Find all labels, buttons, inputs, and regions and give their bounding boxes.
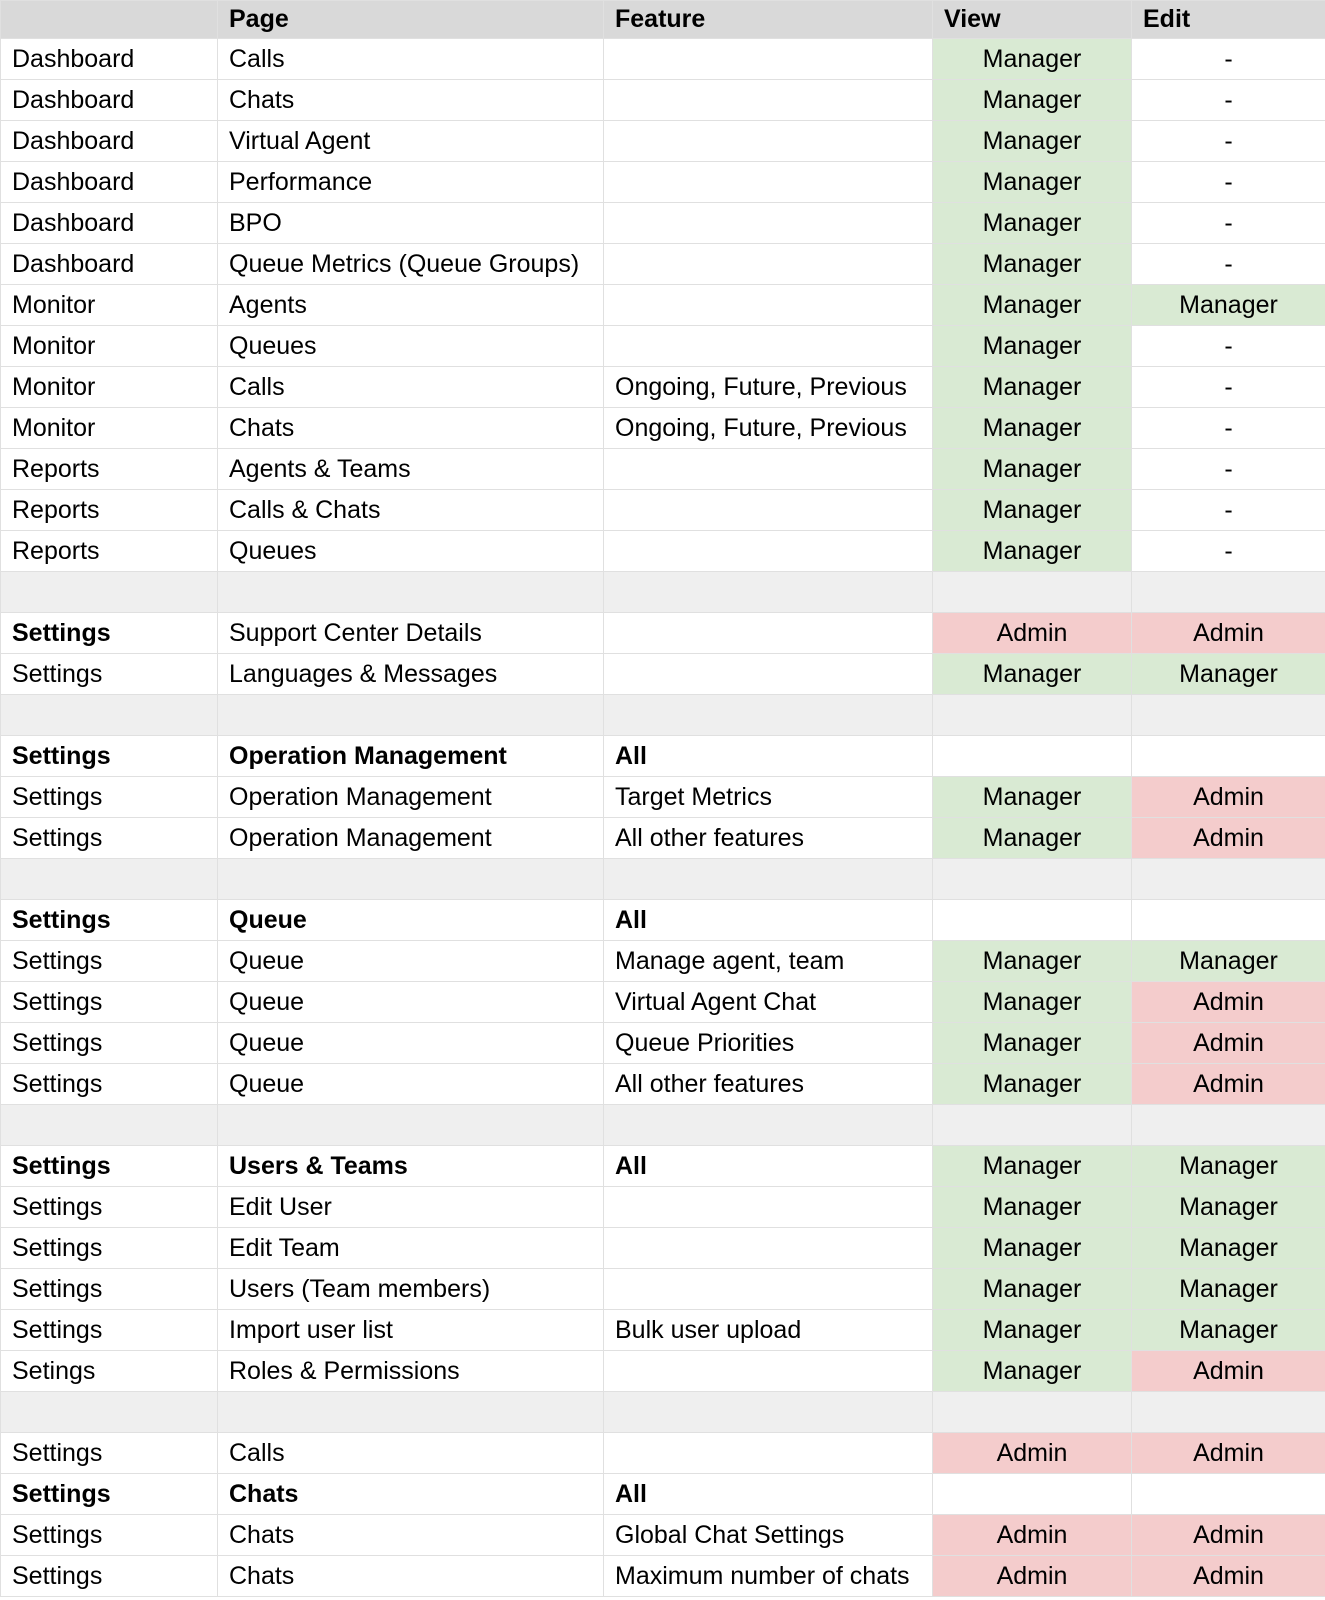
edit-cell[interactable]: Admin [1132, 1556, 1325, 1597]
edit-cell[interactable]: - [1132, 80, 1325, 121]
table-row [1, 1310, 1325, 1351]
category-cell[interactable]: Settings [1, 1064, 218, 1105]
table-row [1, 39, 1325, 80]
feature-cell[interactable] [604, 531, 933, 572]
page-cell[interactable]: Queue [218, 1023, 604, 1064]
page-cell[interactable]: Virtual Agent [218, 121, 604, 162]
page-cell[interactable]: Edit Team [218, 1228, 604, 1269]
table-row [1, 1433, 1325, 1474]
table-header [1, 1, 1325, 39]
page-cell[interactable]: Performance [218, 162, 604, 203]
corner-header-cell[interactable] [1, 1, 218, 39]
view-cell[interactable]: Manager [933, 941, 1132, 982]
page-cell[interactable]: Calls [218, 367, 604, 408]
feature-cell[interactable] [604, 162, 933, 203]
feature-cell[interactable] [604, 1392, 933, 1433]
category-cell[interactable]: Settings [1, 613, 218, 654]
feature-cell[interactable]: All [604, 1146, 933, 1187]
sheet-body [1, 39, 1325, 1597]
page-cell[interactable] [218, 695, 604, 736]
table-row [1, 1515, 1325, 1556]
edit-cell[interactable]: - [1132, 449, 1325, 490]
table-row [1, 1351, 1325, 1392]
table-row [1, 1228, 1325, 1269]
edit-cell[interactable]: Manager [1132, 654, 1325, 695]
category-cell[interactable] [1, 1105, 218, 1146]
column-header-edit[interactable]: Edit [1132, 1, 1325, 39]
page-cell[interactable]: Queues [218, 531, 604, 572]
table-row [1, 1556, 1325, 1597]
feature-cell[interactable] [604, 326, 933, 367]
view-cell[interactable]: Manager [933, 531, 1132, 572]
view-cell[interactable]: Manager [933, 1146, 1132, 1187]
view-cell[interactable]: Manager [933, 80, 1132, 121]
category-cell[interactable]: Settings [1, 736, 218, 777]
table-row [1, 654, 1325, 695]
table-row [1, 1064, 1325, 1105]
view-cell[interactable]: Manager [933, 1187, 1132, 1228]
feature-cell[interactable] [604, 121, 933, 162]
page-cell[interactable]: Chats [218, 80, 604, 121]
table-row [1, 900, 1325, 941]
edit-cell[interactable] [1132, 736, 1325, 777]
table-row [1, 1146, 1325, 1187]
view-cell[interactable] [933, 1105, 1132, 1146]
page-cell[interactable]: Queue [218, 1064, 604, 1105]
view-cell[interactable]: Manager [933, 203, 1132, 244]
feature-cell[interactable] [604, 654, 933, 695]
feature-cell[interactable]: Ongoing, Future, Previous [604, 408, 933, 449]
category-cell[interactable] [1, 572, 218, 613]
view-cell[interactable] [933, 900, 1132, 941]
view-cell[interactable]: Manager [933, 1023, 1132, 1064]
column-header-view[interactable]: View [933, 1, 1132, 39]
edit-cell[interactable]: Admin [1132, 1515, 1325, 1556]
edit-cell[interactable]: Manager [1132, 1310, 1325, 1351]
page-cell[interactable]: Queues [218, 326, 604, 367]
feature-cell[interactable]: All other features [604, 818, 933, 859]
separator-row [1, 695, 1325, 736]
category-cell[interactable]: Dashboard [1, 203, 218, 244]
page-cell[interactable]: Queue [218, 941, 604, 982]
table-row [1, 285, 1325, 326]
page-cell[interactable]: Agents & Teams [218, 449, 604, 490]
category-cell[interactable]: Dashboard [1, 162, 218, 203]
category-cell[interactable]: Dashboard [1, 121, 218, 162]
page-cell[interactable]: Chats [218, 1556, 604, 1597]
category-cell[interactable]: Settings [1, 818, 218, 859]
edit-cell[interactable] [1132, 1105, 1325, 1146]
table-row [1, 244, 1325, 285]
page-cell[interactable]: Operation Management [218, 777, 604, 818]
table-row [1, 1023, 1325, 1064]
category-cell[interactable]: Dashboard [1, 39, 218, 80]
category-cell[interactable]: Settings [1, 1515, 218, 1556]
view-cell[interactable] [933, 736, 1132, 777]
view-cell[interactable]: Manager [933, 326, 1132, 367]
category-cell[interactable]: Settings [1, 982, 218, 1023]
table-row [1, 80, 1325, 121]
edit-cell[interactable]: Admin [1132, 818, 1325, 859]
view-cell[interactable]: Manager [933, 1351, 1132, 1392]
view-cell[interactable]: Manager [933, 449, 1132, 490]
feature-cell[interactable] [604, 695, 933, 736]
view-cell[interactable]: Manager [933, 777, 1132, 818]
view-cell[interactable] [933, 572, 1132, 613]
feature-cell[interactable]: Global Chat Settings [604, 1515, 933, 1556]
page-cell[interactable]: BPO [218, 203, 604, 244]
feature-cell[interactable] [604, 39, 933, 80]
category-cell[interactable]: Settings [1, 1269, 218, 1310]
page-cell[interactable]: Calls [218, 39, 604, 80]
edit-cell[interactable]: Admin [1132, 982, 1325, 1023]
feature-cell[interactable]: All [604, 1474, 933, 1515]
category-cell[interactable] [1, 1392, 218, 1433]
page-cell[interactable]: Users & Teams [218, 1146, 604, 1187]
view-cell[interactable] [933, 859, 1132, 900]
separator-row [1, 572, 1325, 613]
view-cell[interactable]: Manager [933, 1228, 1132, 1269]
feature-cell[interactable]: Manage agent, team [604, 941, 933, 982]
category-cell[interactable]: Monitor [1, 326, 218, 367]
edit-cell[interactable]: - [1132, 531, 1325, 572]
feature-cell[interactable] [604, 572, 933, 613]
view-cell[interactable]: Manager [933, 818, 1132, 859]
feature-cell[interactable] [604, 285, 933, 326]
page-cell[interactable] [218, 1392, 604, 1433]
view-cell[interactable]: Manager [933, 121, 1132, 162]
view-cell[interactable]: Manager [933, 162, 1132, 203]
feature-cell[interactable] [604, 613, 933, 654]
feature-cell[interactable]: Queue Priorities [604, 1023, 933, 1064]
view-cell[interactable]: Manager [933, 367, 1132, 408]
table-row [1, 203, 1325, 244]
page-cell[interactable]: Languages & Messages [218, 654, 604, 695]
feature-cell[interactable] [604, 80, 933, 121]
category-cell[interactable] [1, 695, 218, 736]
table-row [1, 531, 1325, 572]
column-header-feature[interactable]: Feature [604, 1, 933, 39]
page-cell[interactable]: Queue [218, 982, 604, 1023]
edit-cell[interactable]: Manager [1132, 941, 1325, 982]
category-cell[interactable]: Dashboard [1, 244, 218, 285]
view-cell[interactable] [933, 1392, 1132, 1433]
view-cell[interactable] [933, 1474, 1132, 1515]
view-cell[interactable] [933, 695, 1132, 736]
view-cell[interactable]: Admin [933, 613, 1132, 654]
page-cell[interactable]: Chats [218, 1515, 604, 1556]
edit-cell[interactable]: Manager [1132, 285, 1325, 326]
category-cell[interactable] [1, 859, 218, 900]
page-cell[interactable]: Edit User [218, 1187, 604, 1228]
page-cell[interactable]: Queue Metrics (Queue Groups) [218, 244, 604, 285]
page-cell[interactable]: Support Center Details [218, 613, 604, 654]
separator-row [1, 859, 1325, 900]
table-row [1, 326, 1325, 367]
edit-cell[interactable]: - [1132, 39, 1325, 80]
separator-row [1, 1105, 1325, 1146]
page-cell[interactable]: Agents [218, 285, 604, 326]
view-cell[interactable]: Manager [933, 244, 1132, 285]
page-cell[interactable]: Queue [218, 900, 604, 941]
table-row [1, 777, 1325, 818]
page-cell[interactable] [218, 572, 604, 613]
table-row [1, 121, 1325, 162]
feature-cell[interactable]: Target Metrics [604, 777, 933, 818]
category-cell[interactable]: Reports [1, 490, 218, 531]
edit-cell[interactable]: - [1132, 203, 1325, 244]
category-cell[interactable]: Settings [1, 900, 218, 941]
category-cell[interactable]: Monitor [1, 367, 218, 408]
edit-cell[interactable] [1132, 900, 1325, 941]
edit-cell[interactable]: - [1132, 244, 1325, 285]
view-cell[interactable]: Manager [933, 408, 1132, 449]
edit-cell[interactable] [1132, 859, 1325, 900]
category-cell[interactable]: Settings [1, 1187, 218, 1228]
category-cell[interactable]: Settings [1, 1228, 218, 1269]
category-cell[interactable]: Settings [1, 1146, 218, 1187]
edit-cell[interactable]: - [1132, 490, 1325, 531]
edit-cell[interactable]: Admin [1132, 1351, 1325, 1392]
edit-cell[interactable] [1132, 695, 1325, 736]
category-cell[interactable]: Dashboard [1, 80, 218, 121]
edit-cell[interactable]: Admin [1132, 613, 1325, 654]
edit-cell[interactable]: - [1132, 326, 1325, 367]
table-row [1, 408, 1325, 449]
view-cell[interactable]: Manager [933, 1269, 1132, 1310]
feature-cell[interactable]: Ongoing, Future, Previous [604, 367, 933, 408]
table-row [1, 490, 1325, 531]
edit-cell[interactable]: Manager [1132, 1187, 1325, 1228]
table-row [1, 613, 1325, 654]
edit-cell[interactable]: Admin [1132, 777, 1325, 818]
table-row [1, 1474, 1325, 1515]
view-cell[interactable]: Admin [933, 1556, 1132, 1597]
page-cell[interactable]: Import user list [218, 1310, 604, 1351]
category-cell[interactable]: Settings [1, 941, 218, 982]
feature-cell[interactable] [604, 859, 933, 900]
feature-cell[interactable]: All [604, 736, 933, 777]
category-cell[interactable]: Settings [1, 654, 218, 695]
table-row [1, 818, 1325, 859]
category-cell[interactable]: Settings [1, 1310, 218, 1351]
feature-cell[interactable]: All other features [604, 1064, 933, 1105]
view-cell[interactable]: Manager [933, 39, 1132, 80]
feature-cell[interactable] [604, 244, 933, 285]
feature-cell[interactable] [604, 1269, 933, 1310]
column-header-page[interactable]: Page [218, 1, 604, 39]
feature-cell[interactable] [604, 1228, 933, 1269]
table-row [1, 1187, 1325, 1228]
table-row [1, 162, 1325, 203]
feature-cell[interactable] [604, 490, 933, 531]
category-cell[interactable]: Settings [1, 1474, 218, 1515]
category-cell[interactable]: Settings [1, 1433, 218, 1474]
edit-cell[interactable] [1132, 1474, 1325, 1515]
edit-cell[interactable]: Manager [1132, 1269, 1325, 1310]
table-row [1, 449, 1325, 490]
view-cell[interactable]: Manager [933, 1310, 1132, 1351]
view-cell[interactable]: Manager [933, 285, 1132, 326]
edit-cell[interactable] [1132, 572, 1325, 613]
page-cell[interactable]: Calls [218, 1433, 604, 1474]
edit-cell[interactable]: - [1132, 408, 1325, 449]
category-cell[interactable]: Monitor [1, 285, 218, 326]
category-cell[interactable]: Monitor [1, 408, 218, 449]
edit-cell[interactable]: - [1132, 121, 1325, 162]
feature-cell[interactable] [604, 1351, 933, 1392]
table-row [1, 367, 1325, 408]
page-cell[interactable] [218, 1105, 604, 1146]
page-cell[interactable]: Users (Team members) [218, 1269, 604, 1310]
view-cell[interactable]: Manager [933, 982, 1132, 1023]
edit-cell[interactable]: - [1132, 162, 1325, 203]
table-row [1, 941, 1325, 982]
feature-cell[interactable] [604, 203, 933, 244]
page-cell[interactable] [218, 859, 604, 900]
edit-cell[interactable]: Admin [1132, 1023, 1325, 1064]
edit-cell[interactable]: Admin [1132, 1064, 1325, 1105]
page-cell[interactable]: Operation Management [218, 818, 604, 859]
page-cell[interactable]: Roles & Permissions [218, 1351, 604, 1392]
edit-cell[interactable]: Admin [1132, 1433, 1325, 1474]
category-cell[interactable]: Setings [1, 1351, 218, 1392]
edit-cell[interactable] [1132, 1392, 1325, 1433]
edit-cell[interactable]: Manager [1132, 1228, 1325, 1269]
feature-cell[interactable]: Virtual Agent Chat [604, 982, 933, 1023]
edit-cell[interactable]: Manager [1132, 1146, 1325, 1187]
page-cell[interactable]: Chats [218, 1474, 604, 1515]
feature-cell[interactable]: Bulk user upload [604, 1310, 933, 1351]
feature-cell[interactable]: Maximum number of chats [604, 1556, 933, 1597]
table-row [1, 1269, 1325, 1310]
category-cell[interactable]: Settings [1, 1023, 218, 1064]
view-cell[interactable]: Manager [933, 654, 1132, 695]
separator-row [1, 1392, 1325, 1433]
category-cell[interactable]: Settings [1, 1556, 218, 1597]
view-cell[interactable]: Admin [933, 1433, 1132, 1474]
page-cell[interactable]: Operation Management [218, 736, 604, 777]
page-cell[interactable]: Chats [218, 408, 604, 449]
feature-cell[interactable]: All [604, 900, 933, 941]
feature-cell[interactable] [604, 1433, 933, 1474]
view-cell[interactable]: Manager [933, 490, 1132, 531]
header-row [1, 1, 1325, 39]
category-cell[interactable]: Reports [1, 531, 218, 572]
page-cell[interactable]: Calls & Chats [218, 490, 604, 531]
edit-cell[interactable]: - [1132, 367, 1325, 408]
feature-cell[interactable] [604, 449, 933, 490]
table-row [1, 982, 1325, 1023]
feature-cell[interactable] [604, 1105, 933, 1146]
table-row [1, 736, 1325, 777]
view-cell[interactable]: Admin [933, 1515, 1132, 1556]
category-cell[interactable]: Settings [1, 777, 218, 818]
view-cell[interactable]: Manager [933, 1064, 1132, 1105]
category-cell[interactable]: Reports [1, 449, 218, 490]
feature-cell[interactable] [604, 1187, 933, 1228]
